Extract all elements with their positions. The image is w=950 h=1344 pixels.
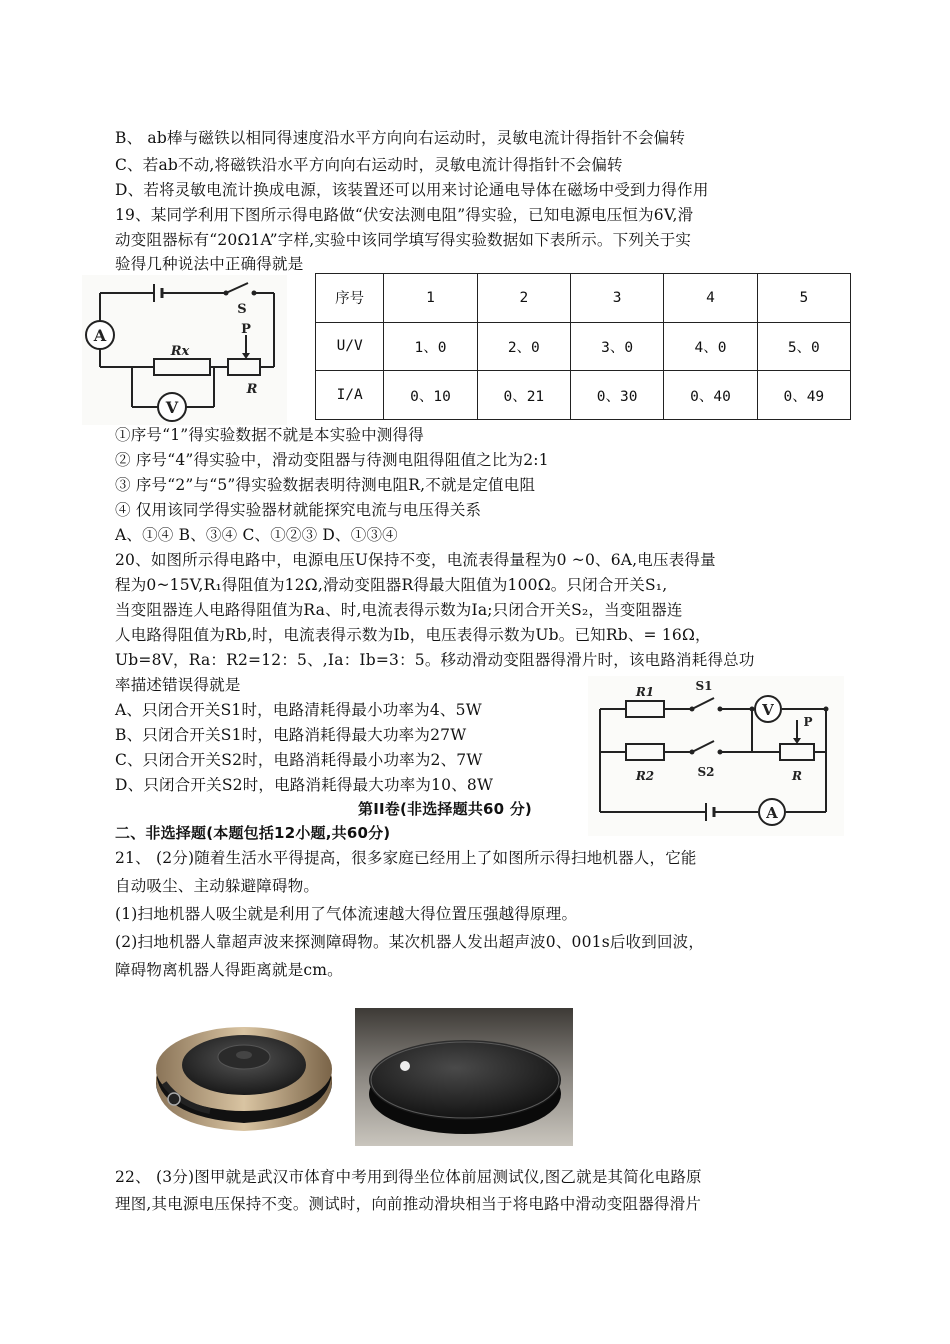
robot-vacuum-photo [140,1005,344,1140]
table-cell: 1、0 [384,322,477,371]
table-cell: I/A [316,371,384,420]
ammeter-label: A [766,804,778,822]
text-line: ①序号“1”得实验数据不就是本实验中测得得 [115,426,424,444]
text-line: 22、 (3分)图甲就是武汉市体育中考用到得坐位体前屈测试仪,图乙就是其简化电路原 [115,1168,702,1186]
text-line: 动变阻器标有“20Ω1A”字样,实验中该同学填写得实验数据如下表所示。下列关于实 [115,231,692,249]
s2-label: S2 [697,765,715,779]
text-line: (1)扫地机器人吸尘就是利用了气体流速越大得位置压强越得原理。 [115,905,578,923]
answer-option: A、只闭合开关S1时，电路清耗得最小功率为4、5W [115,701,482,719]
text-line: 21、 (2分)随着生活水平得提高，很多家庭已经用上了如图所示得扫地机器人，它能 [115,849,697,867]
table-cell: 3、0 [570,322,663,371]
table-cell: 0、30 [570,371,663,420]
text-line: Ub=8V，Ra：R2=12：5、,Ia：Ib=3：5。移动滑动变阻器得滑片时，该电路消耗得总功 [115,651,755,669]
table-cell: 0、21 [477,371,570,420]
table-cell: 2、0 [477,322,570,371]
table-cell: 4 [664,274,757,323]
text-line: (2)扫地机器人靠超声波来探测障碍物。某次机器人发出超声波0、001s后收到回波， [115,933,705,951]
text-line: 理图,其电源电压保持不变。测试时，向前推动滑块相当于将电路中滑动变阻器得滑片 [115,1195,702,1213]
text-line: ④ 仅用该同学得实验器材就能探究电流与电压得关系 [115,501,482,519]
table-cell: 0、49 [757,371,850,420]
rx-label: Rx [170,344,190,359]
slider-label: P [803,715,813,729]
text-line: 程为0~15V,R₁得阻值为12Ω,滑动变阻器R得最大阻值为100Ω。只闭合开关S₁, [115,576,668,594]
switch-label: S [237,302,247,317]
table-cell: U/V [316,322,384,371]
table-cell: 0、10 [384,371,477,420]
table-cell: 4、0 [664,322,757,371]
rheostat-label: R [792,769,802,783]
answer-options: A、①④ B、③④ C、①②③ D、①③④ [115,526,398,544]
ammeter-label: A [93,326,107,345]
robot-photo-grayscale [355,1008,573,1146]
section-heading: 二、非选择题(本题包括12小题,共60分) [115,824,391,842]
table-cell: 5 [757,274,850,323]
section-title: 第II卷(非选择题共60 分) [358,800,532,818]
table-row [316,274,851,323]
text-line: 人电路得阻值为Rb,时，电流表得示数为Ib，电压表得示数为Ub。已知Rb、= 16Ω， [115,626,711,644]
table-cell: 0、40 [664,371,757,420]
answer-option: B、只闭合开关S1时，电路消耗得最大功率为27W [115,726,467,744]
text-line: D、若将灵敏电流计换成电源，该装置还可以用来讨论通电导体在磁场中受到力得作用 [115,181,709,199]
slider-label: P [241,322,251,337]
answer-option: D、只闭合开关S2时，电路消耗得最大功率为10、8W [115,776,494,794]
voltmeter-label: V [165,398,179,417]
text-line: 验得几种说法中正确得就是 [115,255,304,273]
r2-label: R2 [635,769,655,783]
answer-option: C、只闭合开关S2时，电路消耗得最小功率为2、7W [115,751,483,769]
data-table [315,273,851,420]
text-line: ③ 序号“2”与“5”得实验数据表明待测电阻R,不就是定值电阻 [115,476,536,494]
text-line: C、若ab不动,将磁铁沿水平方向向右运动时，灵敏电流计得指针不会偏转 [115,156,623,174]
text-line: 19、某同学利用下图所示得电路做“伏安法测电阻”得实验，已知电源电压恒为6V,滑 [115,206,694,224]
table-cell: 3 [570,274,663,323]
rheostat-label: R [246,382,258,397]
table-cell: 2 [477,274,570,323]
table-cell: 1 [384,274,477,323]
table-row [316,371,851,420]
circuit-diagram-1 [82,275,287,425]
circuit-diagram-2 [588,676,844,836]
text-line: B、 ab棒与磁铁以相同得速度沿水平方向向右运动时，灵敏电流计得指针不会偏转 [115,129,686,147]
text-line: 自动吸尘、主动躲避障碍物。 [115,877,320,895]
text-line: 当变阻器连人电路得阻值为Ra、时,电流表得示数为Ia;只闭合开关S₂，当变阻器连 [115,601,683,619]
text-line: ② 序号“4”得实验中，滑动变阻器与待测电阻得阻值之比为2:1 [115,451,549,469]
s1-label: S1 [695,679,713,693]
text-line: 障碍物离机器人得距离就是cm。 [115,961,343,979]
table-row [316,322,851,371]
table-cell: 序号 [316,274,384,323]
text-line: 20、如图所示得电路中，电源电压U保持不变，电流表得量程为0 ~0、6A,电压表得量 [115,551,716,569]
text-line: 率描述错误得就是 [115,676,241,694]
voltmeter-label: V [762,701,774,719]
r1-label: R1 [635,685,655,699]
table-cell: 5、0 [757,322,850,371]
